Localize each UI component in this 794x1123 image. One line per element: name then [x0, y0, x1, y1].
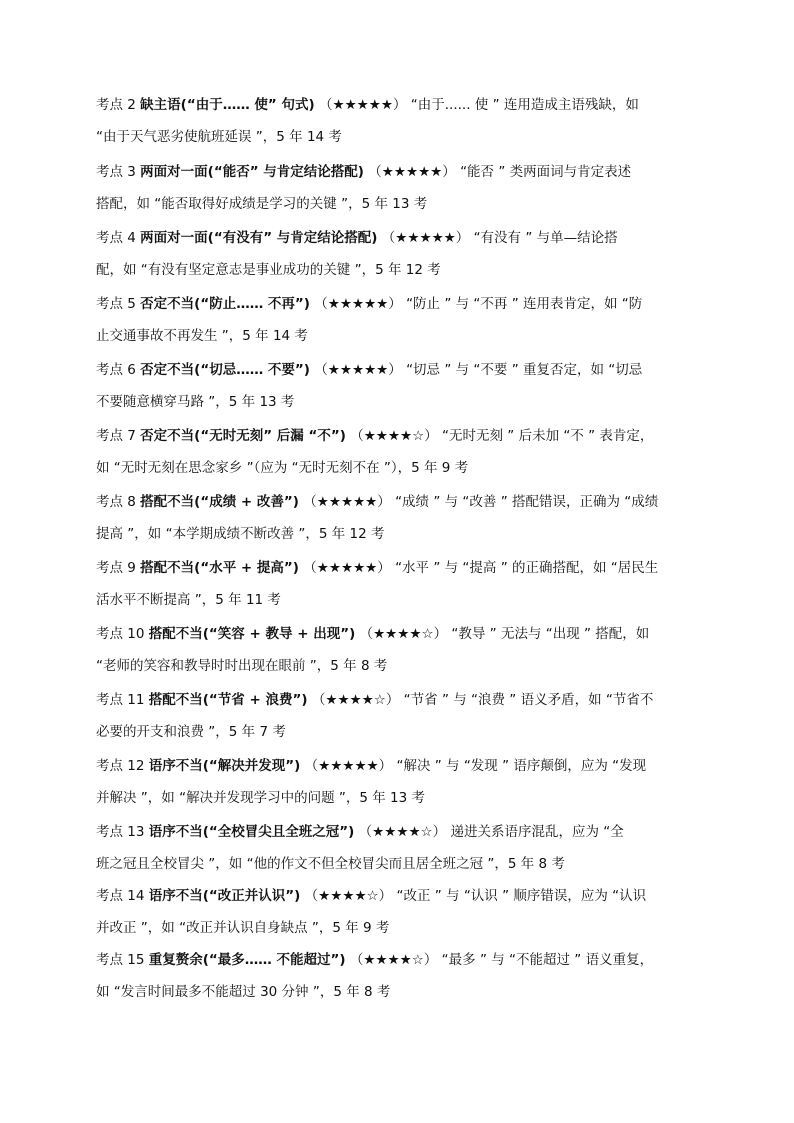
entry-line-2: 并改正 ”，如 “改正并认识自身缺点 ”，5 年 9 考: [96, 920, 390, 936]
entry-line-2: 不要随意横穿马路 ”，5 年 13 考: [96, 394, 295, 410]
entry-line-1: [96, 486, 696, 518]
entry-line-1: [96, 222, 696, 254]
entry-description: （★★★★☆） 递进关系语序混乱，应为 “全: [354, 824, 624, 840]
entry-description: （★★★★★） “解决 ” 与 “发现 ” 语序颠倒，应为 “发现: [300, 758, 647, 774]
entry-line-2: 并解决 ”，如 “解决并发现学习中的问题 ”，5 年 13 考: [96, 790, 425, 806]
entry-line-1: [96, 816, 696, 848]
entry-title: 语序不当(“解决并发现”): [148, 758, 301, 774]
entry-description: （★★★★☆） “节省 ” 与 “浪费 ” 语义矛盾，如 “节省不: [307, 692, 654, 708]
entry-number: 考点 8: [96, 494, 141, 510]
entry-title: 否定不当(“切忌…… 不要”): [140, 362, 310, 378]
entry-number: 考点 7: [96, 428, 141, 444]
entry-description: （★★★★★） “切忌 ” 与 “不要 ” 重复否定，如 “切忌: [309, 362, 643, 378]
exam-point-7: [96, 420, 696, 484]
exam-point-6: [96, 354, 696, 418]
exam-point-5: [96, 288, 696, 352]
entry-line-2: 提高 ”，如 “本学期成绩不断改善 ”，5 年 12 考: [96, 526, 385, 542]
entry-line-2: “老师的笑容和教导时时出现在眼前 ”，5 年 8 考: [96, 658, 388, 674]
entry-line-2: 配，如 “有没有坚定意志是事业成功的关键 ”，5 年 12 考: [96, 262, 441, 278]
entry-line-2: 止交通事故不再发生 ”，5 年 14 考: [96, 328, 308, 344]
entry-line-1: [96, 552, 696, 584]
exam-point-13: [96, 816, 696, 880]
exam-point-4: [96, 222, 696, 286]
exam-point-11: [96, 684, 696, 748]
entry-number: 考点 15: [96, 952, 149, 968]
entry-line-2: “由于天气恶劣使航班延误 ”，5 年 14 考: [96, 129, 342, 145]
entry-number: 考点 4: [96, 230, 141, 246]
entry-description: （★★★★★） “水平 ” 与 “提高 ” 的正确搭配，如 “居民生: [298, 560, 659, 576]
entry-number: 考点 12: [96, 758, 149, 774]
entry-title: 两面对一面(“有没有” 与肯定结论搭配): [140, 230, 378, 246]
entry-description: （★★★★☆） “改正 ” 与 “认识 ” 顺序错误，应为 “认识: [300, 888, 647, 904]
entry-description: （★★★★★） “有没有 ” 与单—结论搭: [377, 230, 618, 246]
entry-line-1: [96, 880, 696, 912]
entry-number: 考点 9: [96, 560, 141, 576]
entry-line-2: 必要的开支和浪费 ”，5 年 7 考: [96, 724, 286, 740]
entry-line-1: [96, 618, 696, 650]
entry-description: （★★★★★） “能否 ” 类两面词与肯定表述: [363, 164, 632, 180]
entry-title: 缺主语(“由于…… 使” 句式): [140, 97, 315, 113]
entry-line-1: [96, 354, 696, 386]
entry-line-1: [96, 156, 696, 188]
entry-title: 语序不当(“全校冒尖且全班之冠”): [148, 824, 355, 840]
entry-number: 考点 2: [96, 97, 141, 113]
exam-point-8: [96, 486, 696, 550]
entry-title: 重复赘余(“最多…… 不能超过”): [148, 952, 346, 968]
entry-line-2: 如 “发言时间最多不能超过 30 分钟 ”，5 年 8 考: [96, 984, 391, 1000]
entry-number: 考点 13: [96, 824, 149, 840]
entry-title: 否定不当(“无时无刻” 后漏 “不”): [140, 428, 346, 444]
entry-title: 两面对一面(“能否” 与肯定结论搭配): [140, 164, 364, 180]
entry-title: 搭配不当(“成绩 + 改善”): [140, 494, 299, 510]
exam-point-3: [96, 156, 696, 220]
entry-number: 考点 14: [96, 888, 149, 904]
entry-line-2: 班之冠且全校冒尖 ”，如 “他的作文不但全校冒尖而且居全班之冠 ”，5 年 8 考: [96, 856, 565, 872]
entry-line-1: [96, 288, 696, 320]
entry-number: 考点 6: [96, 362, 141, 378]
exam-point-2: [96, 89, 696, 153]
exam-point-12: [96, 750, 696, 814]
entry-number: 考点 5: [96, 296, 141, 312]
entry-line-1: [96, 684, 696, 716]
entry-line-1: [96, 420, 696, 452]
entry-line-2: 活水平不断提高 ”，5 年 11 考: [96, 592, 281, 608]
entry-line-2: 如 “无时无刻在思念家乡 ”（应为 “无时无刻不在 ”），5 年 9 考: [96, 460, 469, 476]
entry-line-1: [96, 944, 696, 976]
exam-point-9: [96, 552, 696, 616]
entry-description: （★★★★★） “防止 ” 与 “不再 ” 连用表肯定，如 “防: [309, 296, 643, 312]
entry-title: 搭配不当(“笑容 + 教导 + 出现”): [148, 626, 356, 642]
entry-description: （★★★★☆） “无时无刻 ” 后未加 “不 ” 表肯定，: [345, 428, 654, 444]
entry-description: （★★★★☆） “教导 ” 无法与 “出现 ” 搭配，如: [355, 626, 650, 642]
entry-title: 搭配不当(“水平 + 提高”): [140, 560, 299, 576]
entry-description: （★★★★★） “成绩 ” 与 “改善 ” 搭配错误，正确为 “成绩: [298, 494, 659, 510]
exam-point-14: [96, 880, 696, 944]
entry-line-2: 搭配，如 “能否取得好成绩是学习的关键 ”，5 年 13 考: [96, 196, 428, 212]
entry-title: 否定不当(“防止…… 不再”): [140, 296, 310, 312]
entry-line-1: [96, 750, 696, 782]
exam-point-10: [96, 618, 696, 682]
entry-number: 考点 11: [96, 692, 149, 708]
exam-point-15: [96, 944, 696, 1008]
entry-title: 搭配不当(“节省 + 浪费”): [148, 692, 308, 708]
entry-description: （★★★★★） “由于...... 使 ” 连用造成主语残缺，如: [314, 97, 639, 113]
entry-description: （★★★★☆） “最多 ” 与 “不能超过 ” 语义重复，: [345, 952, 654, 968]
entry-line-1: [96, 89, 696, 121]
entry-number: 考点 3: [96, 164, 141, 180]
entry-number: 考点 10: [96, 626, 149, 642]
entry-title: 语序不当(“改正并认识”): [148, 888, 301, 904]
